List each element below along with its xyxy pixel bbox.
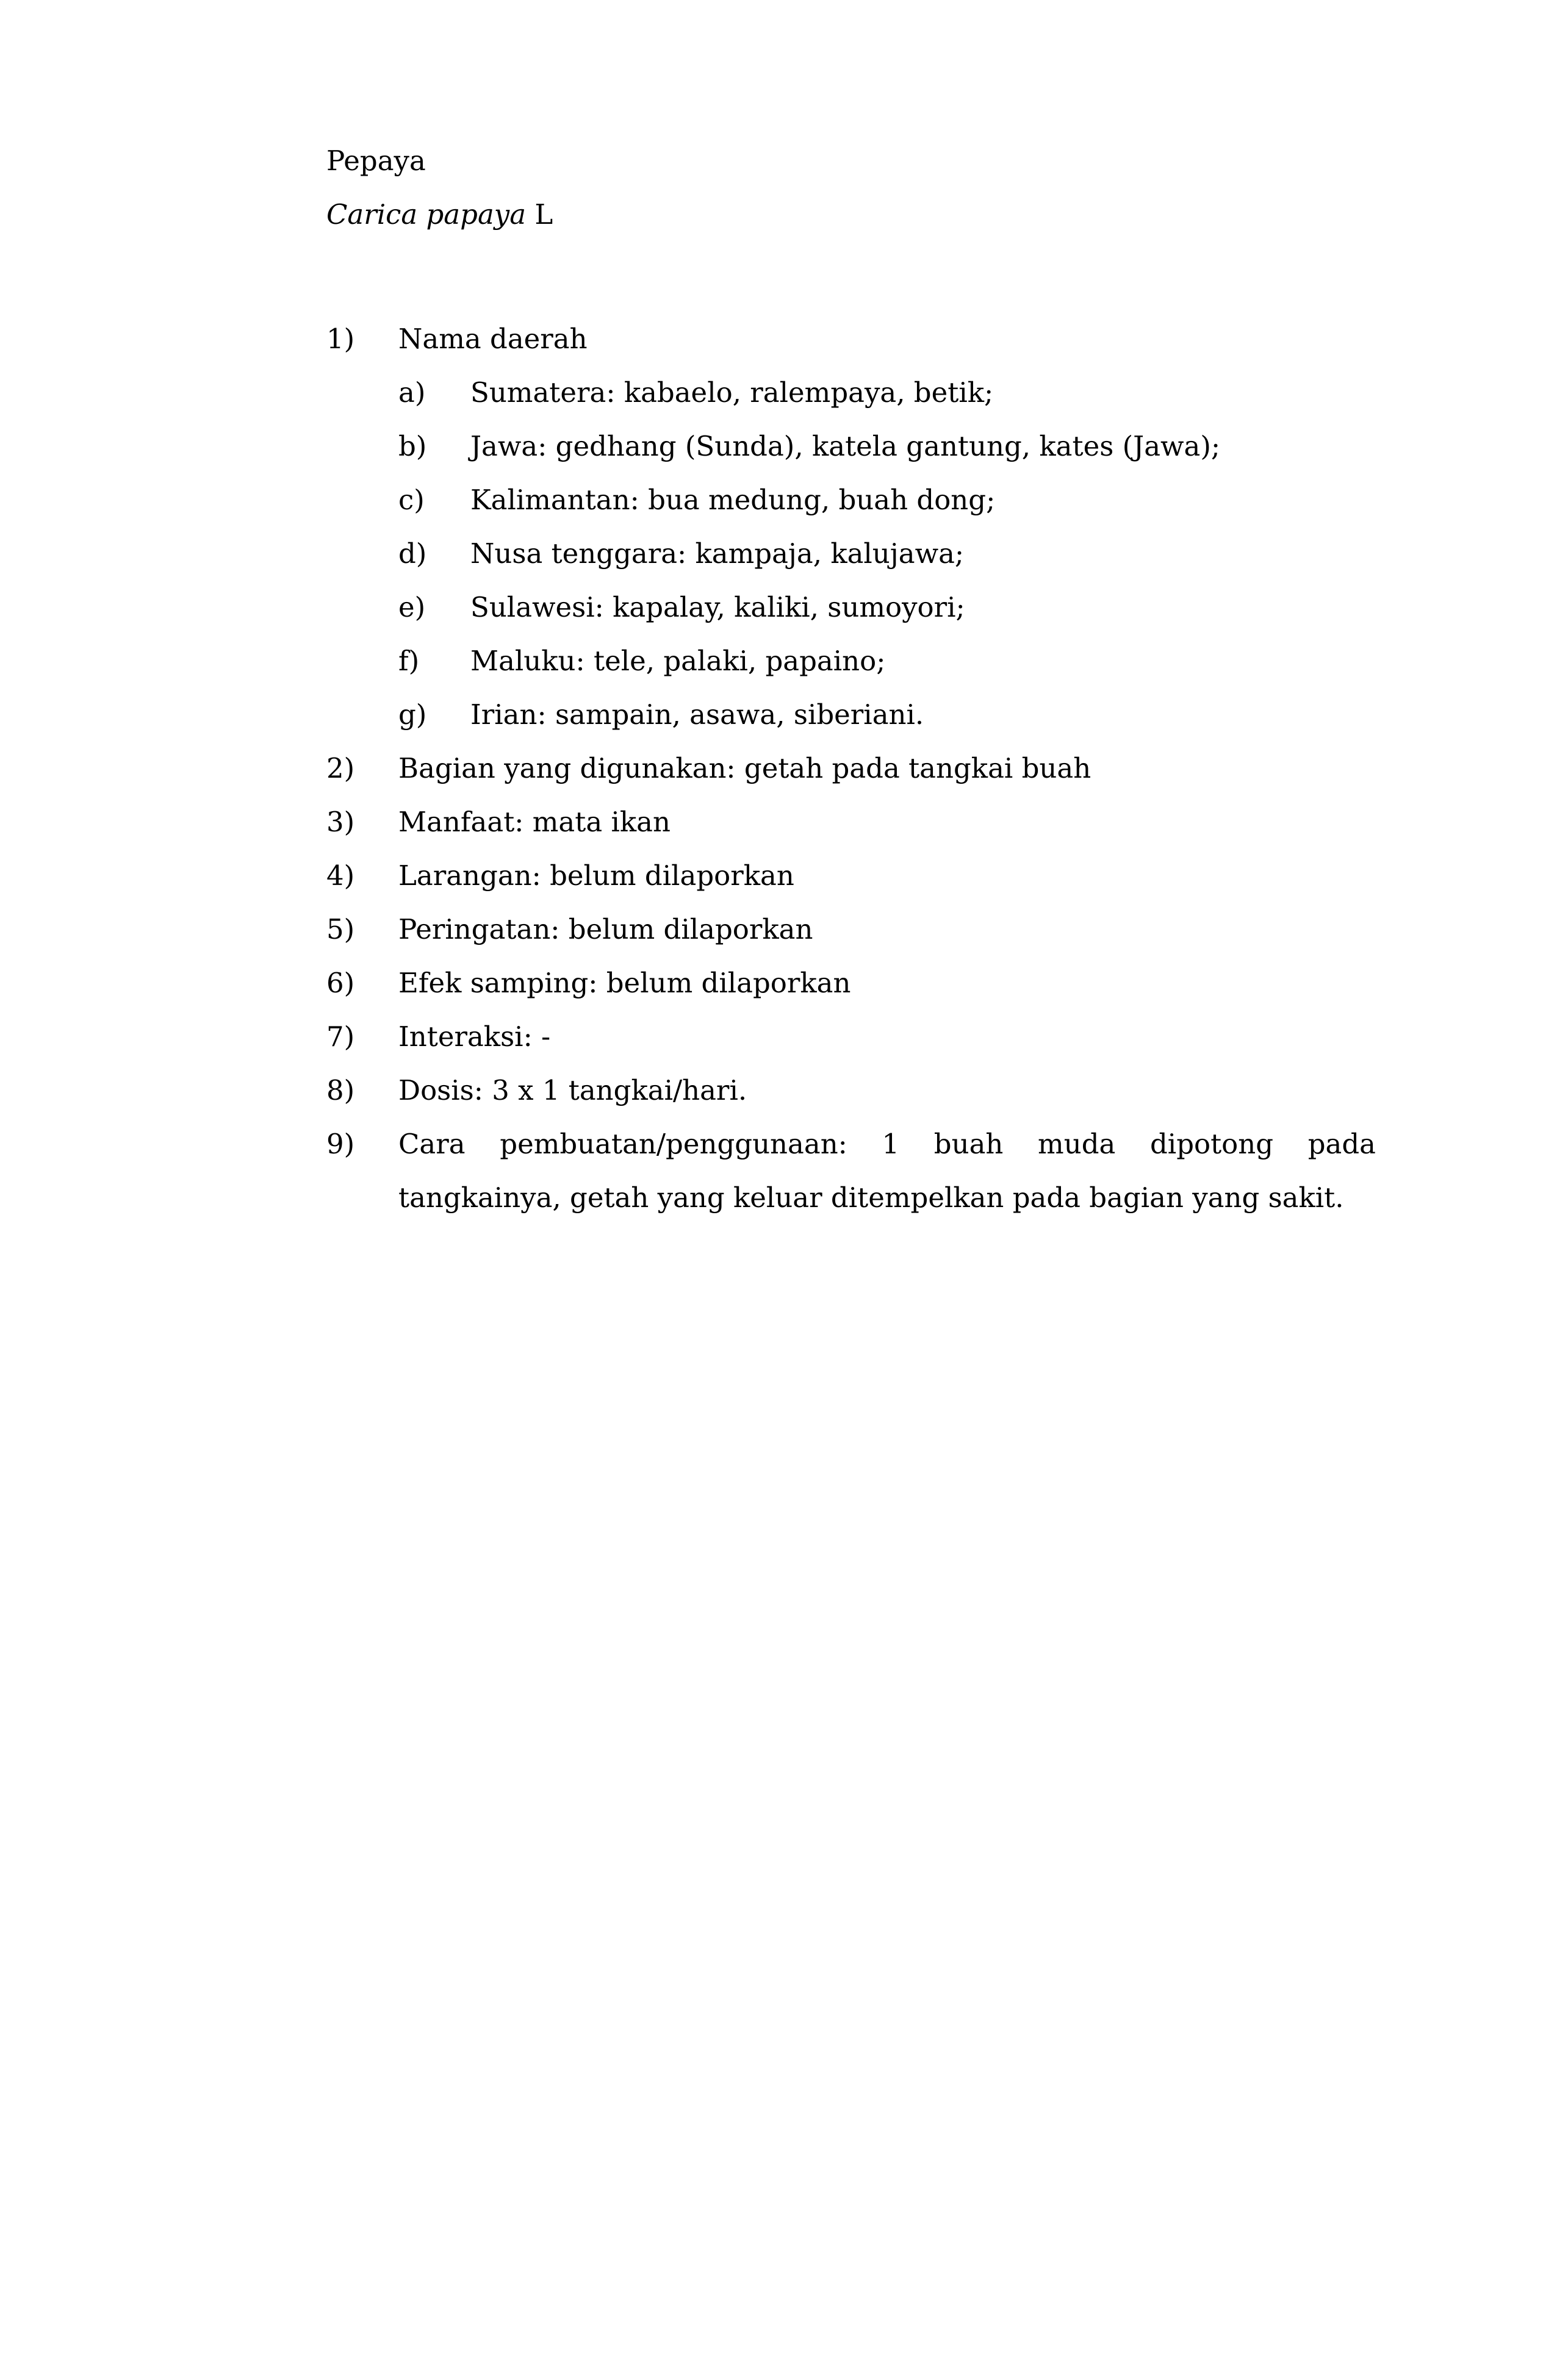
sublist-item — [398, 688, 1376, 742]
list-item-text: Bagian yang digunakan: getah pada tangkai buah — [398, 752, 1091, 784]
sublist-letter: b) — [398, 430, 427, 462]
sublist-letter: g) — [398, 698, 427, 731]
list-number: 3) — [326, 806, 355, 838]
list-number: 1) — [326, 323, 355, 355]
list-item-efek-samping — [326, 956, 1376, 1010]
sublist-item-text: Maluku: tele, palaki, papaino; — [470, 645, 886, 677]
plant-latin-name — [326, 188, 553, 242]
plant-common-name: Pepaya — [326, 145, 426, 177]
sublist-item-text: Irian: sampain, asawa, siberiani. — [470, 698, 924, 731]
list-number: 6) — [326, 967, 355, 999]
list-number: 4) — [326, 859, 355, 892]
sublist-item-text: Jawa: gedhang (Sunda), katela gantung, kates (Jawa); — [470, 430, 1221, 462]
list-number: 2) — [326, 752, 355, 784]
sublist-letter: c) — [398, 484, 425, 516]
list-item-nama-daerah — [326, 312, 1376, 366]
list-item-text: Interaksi: - — [398, 1020, 551, 1053]
list-item-cara-pembuatan — [326, 1117, 1376, 1225]
numbered-list — [326, 312, 1376, 1225]
list-item-bagian — [326, 742, 1376, 795]
list-item-interaksi — [326, 1010, 1376, 1064]
sublist-item-text: Kalimantan: bua medung, buah dong; — [470, 484, 996, 516]
sublist-letter: f) — [398, 645, 420, 677]
list-item-larangan — [326, 849, 1376, 903]
latin-author: L — [534, 198, 553, 231]
sublist-item-text: Nusa tenggara: kampaja, kalujawa; — [470, 537, 965, 570]
sublist-item — [398, 634, 1376, 688]
sublist-item — [398, 420, 1376, 473]
sublist-item — [398, 581, 1376, 634]
list-item-text: Peringatan: belum dilaporkan — [398, 913, 813, 945]
list-item-text: Nama daerah — [398, 323, 588, 355]
list-item-text: Efek samping: belum dilaporkan — [398, 967, 851, 999]
list-number: 5) — [326, 913, 355, 945]
list-number: 9) — [326, 1128, 355, 1160]
sublist-item-text: Sulawesi: kapalay, kaliki, sumoyori; — [470, 591, 965, 623]
sublist-item — [398, 366, 1376, 420]
list-item-text: Larangan: belum dilaporkan — [398, 859, 794, 892]
list-item-text: Manfaat: mata ikan — [398, 806, 671, 838]
sublist-letter: d) — [398, 537, 427, 570]
sublist-letter: e) — [398, 591, 426, 623]
list-item-manfaat — [326, 795, 1376, 849]
list-number: 7) — [326, 1020, 355, 1053]
list-item-peringatan — [326, 903, 1376, 956]
sublist-item-text: Sumatera: kabaelo, ralempaya, betik; — [470, 376, 994, 409]
list-item-text: Dosis: 3 x 1 tangkai/hari. — [398, 1074, 747, 1106]
sublist-item — [398, 473, 1376, 527]
sublist-item — [398, 527, 1376, 581]
list-item-text: Cara pembuatan/penggunaan: 1 buah muda dipotong pada tangkainya, getah yang keluar ditempelkan pada bagian yang sakit. — [398, 1128, 1376, 1214]
list-number: 8) — [326, 1074, 355, 1106]
latin-binomial: Carica papaya — [326, 198, 527, 231]
list-item-dosis — [326, 1064, 1376, 1117]
sublist — [326, 366, 1376, 742]
sublist-letter: a) — [398, 376, 426, 409]
